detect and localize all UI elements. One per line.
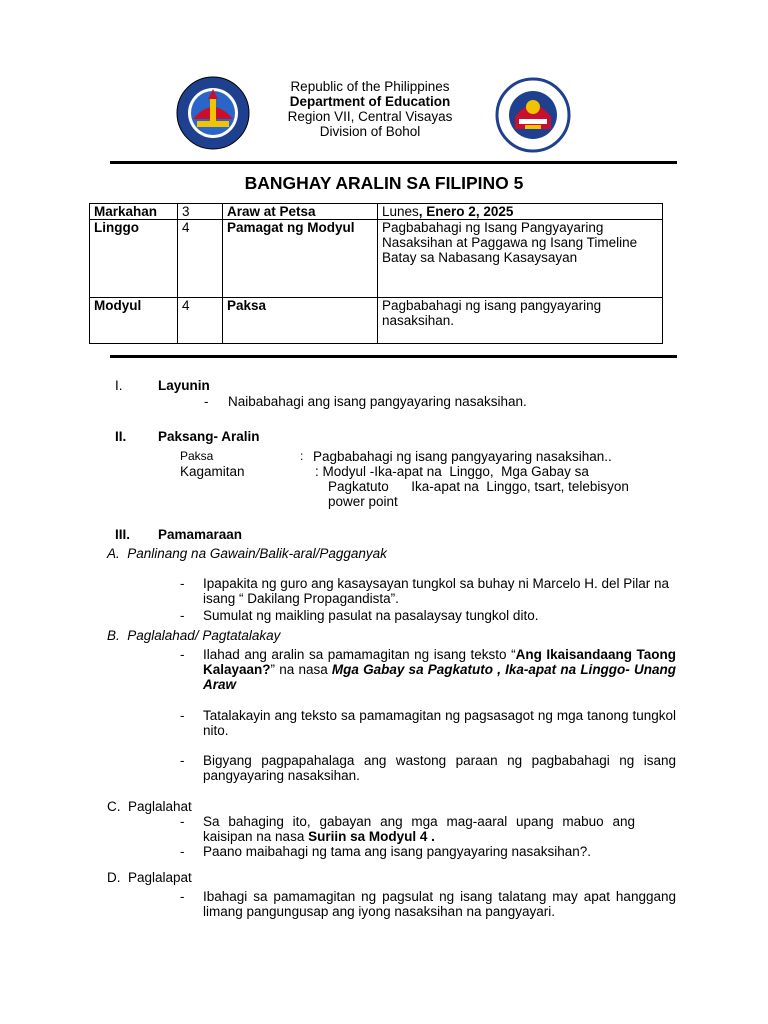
table-cell: Paksa xyxy=(223,298,378,344)
table-cell: Pagbabahagi ng isang pangyayaring nasaksihan. xyxy=(378,298,663,344)
table-row xyxy=(90,298,663,344)
document-title: BANGHAY ARALIN SA FILIPINO 5 xyxy=(244,173,524,193)
republic-line: Republic of the Philippines xyxy=(290,79,450,94)
list-item: Sumulat ng maikling pasulat na pasalaysay tungkol dito. xyxy=(203,608,539,623)
kagamitan-value-line: power point xyxy=(328,494,398,509)
list-dash: - xyxy=(180,608,185,623)
section-title-pamamaraan: Pamamaraan xyxy=(158,527,243,542)
kagawaran-ng-edukasyon-seal-logo xyxy=(495,77,571,153)
list-dash: - xyxy=(180,647,185,662)
table-row xyxy=(90,220,663,298)
list-dash: - xyxy=(180,576,185,591)
letterhead xyxy=(245,79,495,139)
day-value: Lunes xyxy=(382,204,419,219)
list-dash: - xyxy=(180,889,185,904)
text-reference-run: Mga Gabay sa Pagkatuto , Ika-apat na Linggo- Unang Araw xyxy=(203,662,676,692)
table-cell: Modyul xyxy=(90,298,178,344)
section-title-paksang-aralin: Paksang- Aralin xyxy=(158,429,260,444)
list-dash: - xyxy=(204,394,209,409)
table-cell: Pagbabahagi ng Isang Pangyayaring Nasaksihan at Paggawa ng Isang Timeline Batay sa Nabasang Kasaysayan xyxy=(378,220,663,298)
list-item: Paano maibahagi ng tama ang isang pangyayaring nasaksihan?. xyxy=(203,844,592,859)
subsection-heading-b: B. Paglalahad/ Pagtatalakay xyxy=(107,628,281,643)
table-cell: Linggo xyxy=(90,220,178,298)
table-cell: Araw at Petsa xyxy=(223,204,378,220)
list-dash: - xyxy=(180,753,185,768)
list-dash: - xyxy=(180,708,185,723)
deped-division-seal-logo xyxy=(175,75,251,151)
kagamitan-value-line: Pagkatuto Ika-apat na Linggo, tsart, telebisyon xyxy=(328,479,629,494)
list-item xyxy=(203,814,635,844)
list-item: Ibahagi sa pamamagitan ng pagsulat ng isang talatang may apat hanggang limang pangungusap ang iyong nasaksihan na pangyayari. xyxy=(203,889,676,919)
table-cell: Pamagat ng Modyul xyxy=(223,220,378,298)
lesson-info-table xyxy=(89,203,663,344)
division-line: Division of Bohol xyxy=(319,124,421,139)
text-run: Ilahad ang aralin sa pamamagitan ng isang teksto “ xyxy=(203,647,516,662)
subsection-heading-c: C. Paglalahat xyxy=(107,799,192,814)
text-reference-run: Suriin sa Modyul 4 . xyxy=(308,829,435,844)
section-number: I. xyxy=(115,378,123,393)
section-title-layunin: Layunin xyxy=(158,378,210,393)
list-item: Tatalakayin ang teksto sa pamamagitan ng pagsasagot ng mga tanong tungkol nito. xyxy=(203,708,676,738)
subsection-heading-a: A. Panlinang na Gawain/Balik-aral/Pagganyak xyxy=(107,546,387,561)
table-divider xyxy=(110,355,677,358)
kagamitan-label: Kagamitan xyxy=(180,464,245,479)
section-number: III. xyxy=(115,527,131,542)
header-divider xyxy=(110,161,677,164)
objective-item: Naibabahagi ang isang pangyayaring nasaksihan. xyxy=(228,394,527,409)
section-number: II. xyxy=(115,429,127,444)
table-cell: 4 xyxy=(178,298,223,344)
table-cell: Markahan xyxy=(90,204,178,220)
list-item: Ipapakita ng guro ang kasaysayan tungkol sa buhay ni Marcelo H. del Pilar na isang “ Dakilang Propagandista”. xyxy=(203,576,670,606)
region-line: Region VII, Central Visayas xyxy=(287,109,453,124)
list-dash: - xyxy=(180,814,185,829)
table-cell: 4 xyxy=(178,220,223,298)
department-line: Department of Education xyxy=(289,94,451,109)
subsection-heading-d: D. Paglalapat xyxy=(107,870,192,885)
text-run: Sa bahaging ito, gabayan ang mga mag-aaral upang mabuo ang kaisipan na nasa xyxy=(203,814,635,844)
date-value: , Enero 2, 2025 xyxy=(418,204,514,219)
text-title-run: Ang Ikaisandaang Taong Kalayaan? xyxy=(203,647,676,677)
table-cell: 3 xyxy=(178,204,223,220)
paksa-colon: : xyxy=(300,449,304,463)
list-dash: - xyxy=(180,844,185,859)
paksa-label: Paksa xyxy=(180,449,214,463)
paksa-value: Pagbabahagi ng isang pangyayaring nasaksihan.. xyxy=(313,449,612,464)
list-item: Bigyang pagpapahalaga ang wastong paraan ng pagbabahagi ng isang pangyayaring nasaksihan. xyxy=(203,753,676,783)
kagamitan-value-line: : Modyul -Ika-apat na Linggo, Mga Gabay sa xyxy=(315,464,589,479)
text-run: ” na nasa xyxy=(270,662,332,677)
table-row xyxy=(90,204,663,220)
table-cell xyxy=(378,204,663,220)
list-item xyxy=(203,647,676,692)
